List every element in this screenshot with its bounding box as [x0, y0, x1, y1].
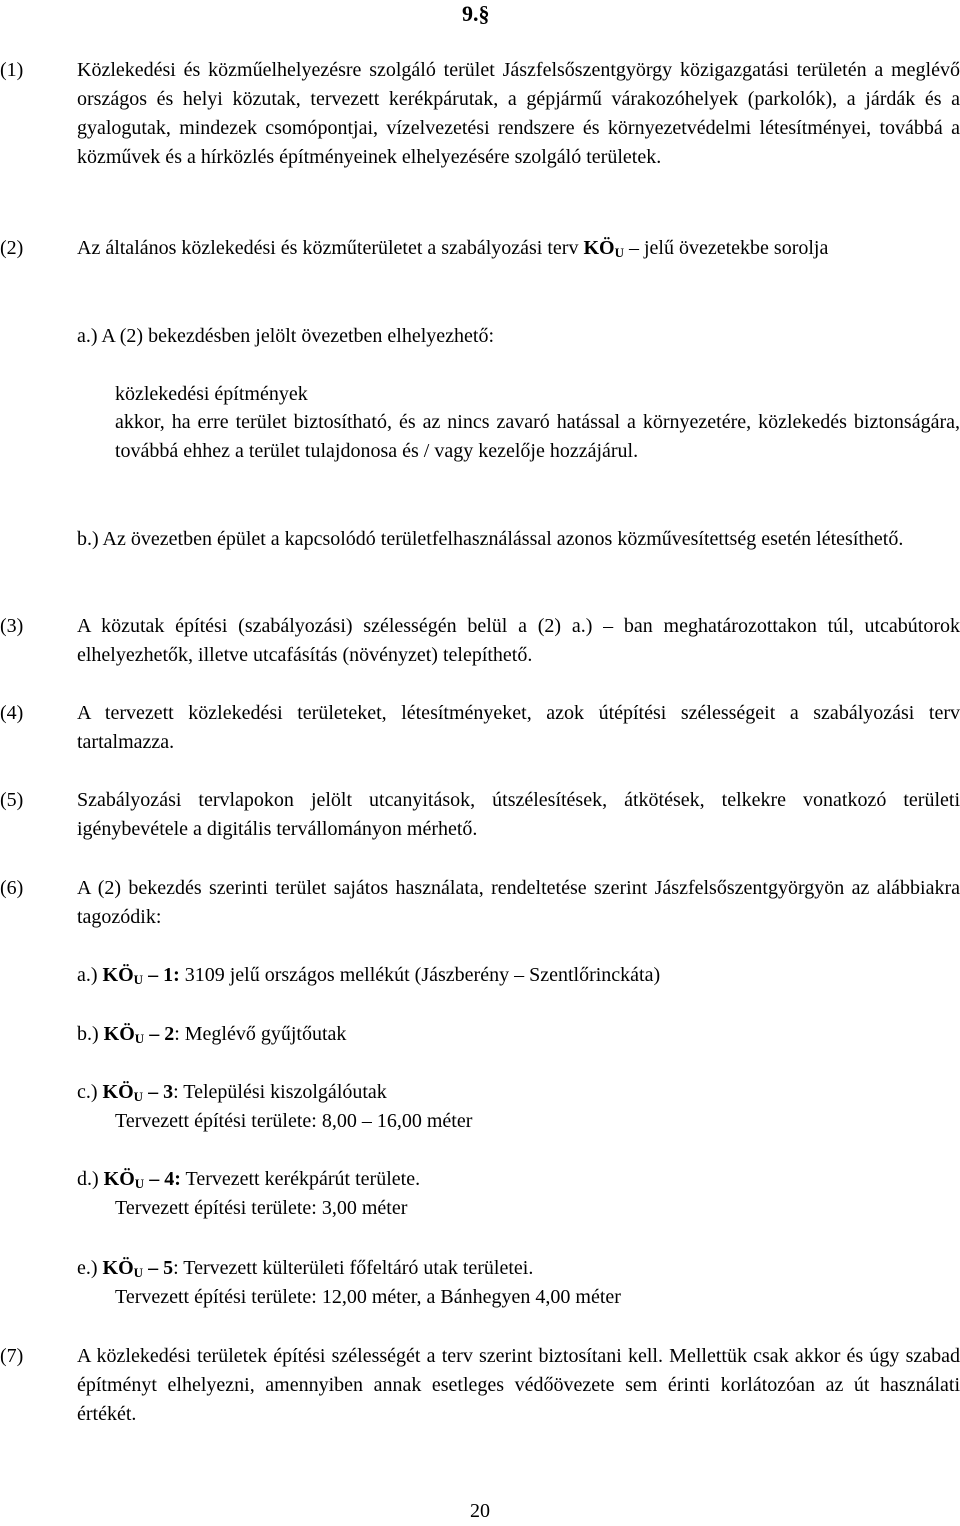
paragraph-2	[0, 234, 960, 267]
paragraph-text: A közutak építési (szabályozási) szélességén belül a (2) a.) – ban meghatározottakon túl, utcabútorok elhelyezhetők, illetve utcafásítás (növényzet) telepíthető.	[77, 615, 960, 666]
paragraph-number: (4)	[0, 702, 24, 724]
zone-code: KÖ	[103, 1168, 135, 1190]
paragraph-text: Közlekedési és közműelhelyezésre szolgáló terület Jászfelsőszentgyörgy közigazgatási területén a meglévő országos és helyi közutak, tervezett kerékpárutak, a gépjármű várakozóhelyek (parkolók), a járdák és a gyalogutak, mindezek csomópontjai, vízelvezetési rendszere és környezetvédelmi létesítményei, továbbá a közművek és a hírközlés építményeinek elhelyezésére szolgáló területek.	[77, 59, 960, 168]
zone-number: – 2	[149, 1023, 175, 1045]
zone-item-1	[77, 961, 960, 994]
zone-number: – 3	[148, 1081, 174, 1103]
paragraph-1	[0, 56, 960, 172]
item-a-condition: akkor, ha erre terület biztosítható, és az nincs zavaró hatással a környezetére, közlekedés biztonságára, továbbá ehhez a terület tulajdonosa és / vagy kezelője hozzájárul.	[115, 411, 960, 462]
paragraph-number: (1)	[0, 59, 24, 81]
paragraph-number: (6)	[0, 877, 24, 899]
zone-code: KÖ	[102, 964, 134, 986]
zone-code: KÖ	[102, 1081, 134, 1103]
zone-subscript: U	[614, 245, 624, 260]
zone-prefix: d.)	[77, 1168, 99, 1190]
zone-code: KÖ	[583, 237, 615, 259]
zone-item-2	[77, 1020, 960, 1053]
zone-subscript: U	[133, 1265, 144, 1280]
zone-code: KÖ	[102, 1257, 134, 1279]
zone-detail: Tervezett építési területe: 12,00 méter, a Bánhegyen 4,00 méter	[115, 1286, 621, 1308]
zone-subscript: U	[133, 972, 144, 987]
paragraph-7	[0, 1342, 960, 1429]
item-b: b.) Az övezetben épület a kapcsolódó területfelhasználással azonos közművesítettség esetén létesíthető.	[77, 528, 904, 550]
text-after-zone: – jelű övezetekbe sorolja	[628, 237, 829, 259]
paragraph-text: A (2) bekezdés szerinti terület sajátos használata, rendeltetése szerint Jászfelsőszentgyörgyön az alábbiakra tagozódik:	[77, 877, 960, 928]
zone-detail: Tervezett építési területe: 3,00 méter	[115, 1197, 408, 1219]
zone-prefix: b.)	[77, 1023, 99, 1045]
zone-description: : Meglévő gyűjtőutak	[174, 1023, 347, 1045]
zone-description: 3109 jelű országos mellékút (Jászberény – Szentlőrinckáta)	[179, 964, 661, 986]
zone-prefix: e.)	[77, 1257, 98, 1279]
item-a-heading: a.) A (2) bekezdésben jelölt övezetben elhelyezhető:	[77, 325, 495, 347]
zone-description: : Települési kiszolgálóutak	[173, 1081, 387, 1103]
zone-subscript: U	[134, 1176, 145, 1191]
zone-prefix: c.)	[77, 1081, 98, 1103]
paragraph-5	[0, 786, 960, 844]
zone-number: – 5	[148, 1257, 174, 1279]
paragraph-3	[0, 612, 960, 670]
paragraph-text: A közlekedési területek építési szélességét a terv szerint biztosítani kell. Mellettük csak akkor és úgy szabad építményt elhelyezni, amennyiben annak esetleges védőövezete sem érinti korlátozóan az út használati értékét.	[77, 1345, 960, 1425]
zone-prefix: a.)	[77, 964, 98, 986]
zone-code: KÖ	[103, 1023, 135, 1045]
paragraph-text: A tervezett közlekedési területeket, létesítményeket, azok útépítési szélességeit a szabályozási terv tartalmazza.	[77, 702, 960, 753]
section-heading: 9.§	[462, 1, 490, 26]
paragraph-number: (5)	[0, 789, 24, 811]
paragraph-text: Szabályozási tervlapokon jelölt utcanyitások, útszélesítések, átkötések, telkekre vonatkozó területi igénybevétele a digitális tervállományon mérhető.	[77, 789, 960, 840]
zone-number: – 1:	[148, 964, 180, 986]
zone-detail: Tervezett építési területe: 8,00 – 16,00 méter	[115, 1110, 473, 1132]
item-a-title: közlekedési építmények	[115, 383, 308, 405]
page-number: 20	[470, 1500, 490, 1522]
paragraph-4	[0, 699, 960, 757]
paragraph-number: (2)	[0, 237, 24, 259]
paragraph-text	[77, 234, 960, 267]
paragraph-number: (3)	[0, 615, 24, 637]
paragraph-number: (7)	[0, 1345, 24, 1367]
paragraph-6	[0, 874, 960, 932]
zone-description: Tervezett kerékpárút területe.	[180, 1168, 421, 1190]
text-before-zone: Az általános közlekedési és közműterületet a szabályozási terv	[77, 237, 579, 259]
zone-subscript: U	[133, 1089, 144, 1104]
zone-number: – 4:	[149, 1168, 181, 1190]
zone-subscript: U	[134, 1031, 145, 1046]
zone-description: : Tervezett külterületi főfeltáró utak területei.	[173, 1257, 534, 1279]
